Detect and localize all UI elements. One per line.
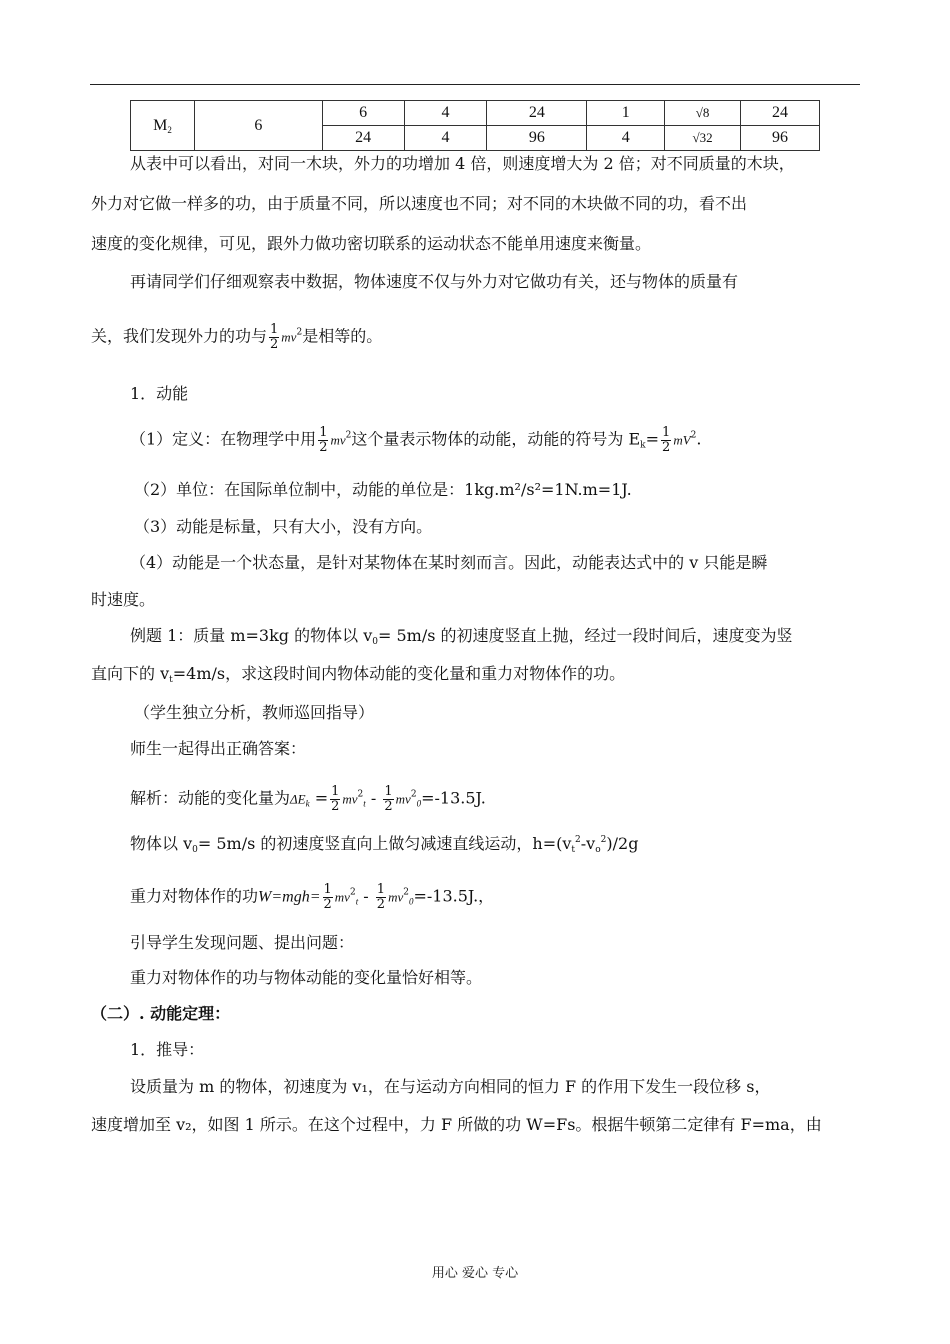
paragraph-line: 引导学生发现问题、提出问题： — [130, 933, 355, 952]
table-cell: 24 — [741, 101, 820, 126]
paragraph-line: 外力对它做一样多的功，由于质量不同，所以速度也不同；对不同的木块做不同的功，看不出 — [91, 194, 748, 213]
paragraph-line: （学生独立分析，教师巡回指导） — [134, 703, 375, 722]
paragraph-line: 设质量为 m 的物体，初速度为 v₁，在与运动方向相同的恒力 F 的作用下发生一段位移 s， — [130, 1077, 771, 1096]
example-line: 直向下的 $v_t=4m/s$，求这段时间内物体动能的变化量和重力对物体作的功。 — [91, 664, 626, 685]
table-cell: 24 — [322, 126, 404, 151]
section-heading: （二）. 动能定理： — [91, 1004, 231, 1023]
table-cell: 24 — [487, 101, 587, 126]
analysis-line: 解析：动能的变化量为$\Delta E_k$ = $\frac{1}{2}$ $mv^2_t$ - $\frac{1}{2}$ $mv^2_0=-13.5J$. — [130, 784, 486, 814]
table-cell: √32 — [665, 126, 741, 151]
paragraph-line: 关，我们发现外力的功与 $\frac{1}{2}$ $mv^2$是相等的。 — [91, 322, 383, 352]
fraction: $\frac{1}{2}$ — [662, 425, 671, 455]
table-cell: 4 — [587, 126, 665, 151]
definition-line: 时速度。 — [91, 590, 156, 609]
header-rule — [90, 84, 860, 85]
definition-line: （3）动能是标量，只有大小，没有方向。 — [134, 517, 433, 536]
table-cell: √8 — [665, 101, 741, 126]
paragraph-line: 速度增加至 v₂，如图 1 所示。在这个过程中，力 F 所做的功 W=Fs。根据牛顿第二定律有 F=ma，由 — [91, 1115, 822, 1134]
fraction: $\frac{1}{2}$ — [270, 322, 279, 352]
mass-cell: 6 — [194, 101, 322, 151]
paragraph-line: 从表中可以看出，对同一木块，外力的功增加 4 倍，则速度增大为 2 倍；对不同质量的木块， — [130, 154, 795, 173]
row-label-cell: $M_2$ — [131, 101, 195, 151]
paragraph-line: 重力对物体作的功与物体动能的变化量恰好相等。 — [130, 968, 483, 987]
definition-line: （2）单位：在国际单位制中，动能的单位是：1kg.m²/s²=1N.m=1J. — [134, 480, 632, 499]
table-cell: 96 — [741, 126, 820, 151]
table-cell: 4 — [404, 126, 487, 151]
table-cell: 4 — [404, 101, 487, 126]
section-heading: 1．动能 — [130, 384, 189, 403]
table-row — [131, 101, 820, 126]
data-table — [130, 100, 820, 151]
table-cell: 6 — [322, 101, 404, 126]
fraction: $\frac{1}{2}$ — [331, 784, 340, 814]
fraction: $\frac{1}{2}$ — [319, 425, 328, 455]
table-cell: 1 — [587, 101, 665, 126]
gravity-work-line: 重力对物体作的功W=mgh= $\frac{1}{2}$ $mv^2_t$ - $\frac{1}{2}$ $mv^2_0=-13.5J$.， — [130, 882, 495, 912]
paragraph-line: 再请同学们仔细观察表中数据，物体速度不仅与外力对它做功有关，还与物体的质量有 — [130, 272, 739, 291]
fraction: $\frac{1}{2}$ — [376, 882, 386, 912]
definition-line: （4）动能是一个状态量，是针对某物体在某时刻而言。因此，动能表达式中的 v 只能是瞬 — [130, 553, 768, 572]
definition-line: （1）定义：在物理学中用 $\frac{1}{2}$ $mv^2$这个量表示物体的动能，动能的符号为 $E_k=$ $\frac{1}{2}$ $mV^2$. — [130, 425, 702, 455]
paragraph-line: 速度的变化规律，可见，跟外力做功密切联系的运动状态不能单用速度来衡量。 — [91, 234, 652, 253]
paragraph-line: 物体以 $v_0= 5m/s$ 的初速度竖直向上做匀减速直线运动，$h=(v_t^2-v_o^2)/2g$ — [130, 834, 639, 855]
example-line: 例题 1：质量 m=3kg 的物体以 $v_0= 5m/s$ 的初速度竖直上抛，经过一段时间后，速度变为竖 — [130, 626, 793, 647]
table-cell: 96 — [487, 126, 587, 151]
subsection-heading: 1．推导： — [130, 1040, 205, 1059]
fraction: $\frac{1}{2}$ — [384, 784, 393, 814]
paragraph-line: 师生一起得出正确答案： — [130, 739, 307, 758]
page-footer: 用心 爱心 专心 — [431, 1266, 519, 1281]
fraction: $\frac{1}{2}$ — [323, 882, 332, 912]
